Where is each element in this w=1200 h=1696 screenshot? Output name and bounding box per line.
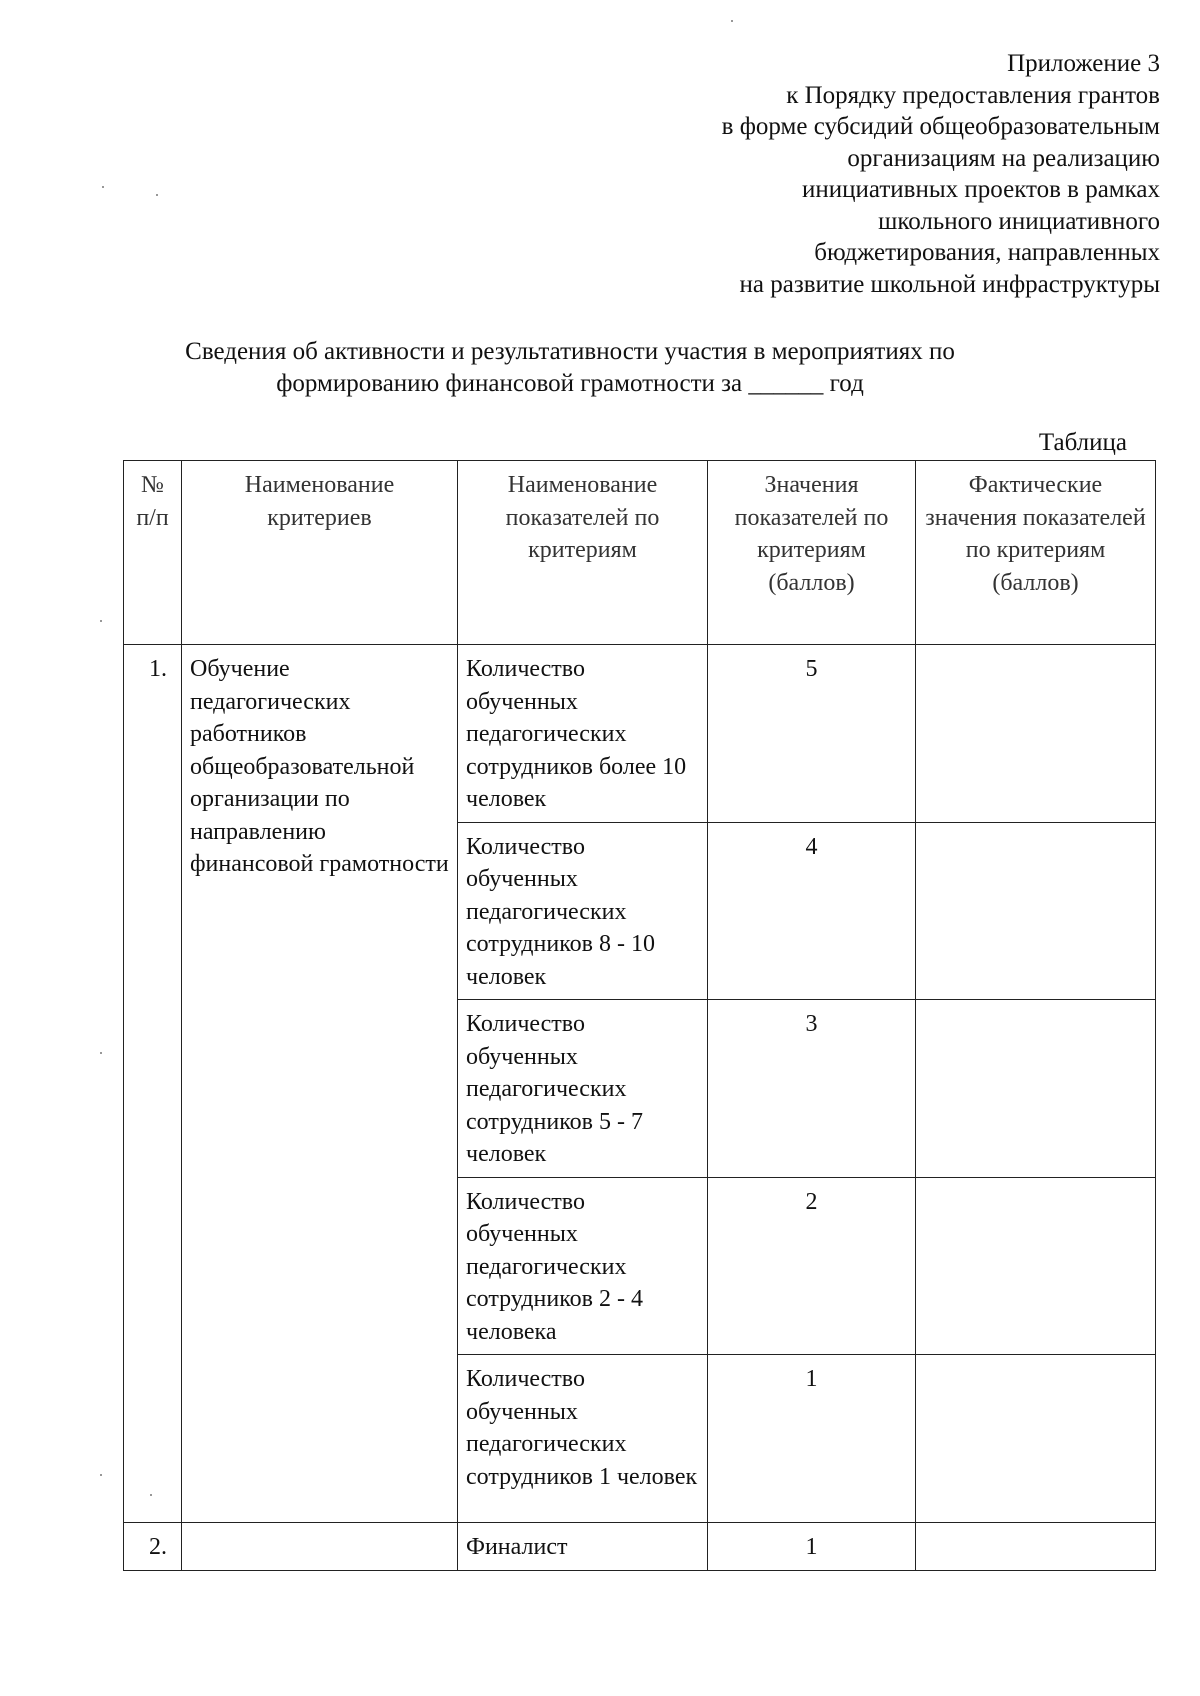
criterion-name (182, 1523, 458, 1571)
scan-speck (731, 20, 733, 22)
header-actual-values: Фактические значения показателей по критериям (баллов) (916, 461, 1156, 645)
scan-speck (100, 620, 102, 622)
appendix-line: в форме субсидий общеобразовательным (721, 113, 1160, 140)
indicator-points: 1 (708, 1355, 916, 1523)
indicator-name: Количество обученных педагогических сотрудников 2 - 4 человека (458, 1177, 708, 1355)
table-row (124, 645, 1156, 823)
indicator-name: Количество обученных педагогических сотрудников 5 - 7 человек (458, 1000, 708, 1178)
actual-value-cell[interactable] (916, 1523, 1156, 1571)
row-number: 2. (124, 1523, 182, 1571)
actual-value-cell[interactable] (916, 822, 1156, 1000)
indicator-name: Количество обученных педагогических сотрудников более 10 человек (458, 645, 708, 823)
table-label: Таблица (1038, 429, 1127, 456)
criteria-table (123, 460, 1156, 1571)
title-line-2: формированию финансовой грамотности за ______ год (276, 369, 864, 397)
indicator-points: 3 (708, 1000, 916, 1178)
criterion-name: Обучение педагогических работников общеобразовательной организации по направлению финансовой грамотности (182, 645, 458, 1523)
actual-value-cell[interactable] (916, 1000, 1156, 1178)
table-header-row (124, 461, 1156, 645)
scan-speck (102, 186, 104, 188)
appendix-line: организациям на реализацию (847, 144, 1160, 172)
actual-value-cell[interactable] (916, 1355, 1156, 1523)
indicator-name: Финалист (458, 1523, 708, 1571)
appendix-line: Приложение 3 (1007, 50, 1160, 77)
header-points: Значения показателей по критериям (баллов) (708, 461, 916, 645)
actual-value-cell[interactable] (916, 645, 1156, 823)
appendix-line: к Порядку предоставления грантов (786, 81, 1160, 109)
scan-speck (100, 1474, 102, 1476)
scan-speck (150, 1494, 152, 1496)
appendix-line: бюджетирования, направленных (814, 239, 1160, 266)
indicator-name: Количество обученных педагогических сотрудников 8 - 10 человек (458, 822, 708, 1000)
appendix-line: школьного инициативного (878, 207, 1160, 235)
title-line-1: Сведения об активности и результативности участия в мероприятиях по (185, 338, 955, 365)
appendix-line: инициативных проектов в рамках (802, 176, 1160, 203)
scan-speck (100, 1052, 102, 1054)
indicator-points: 4 (708, 822, 916, 1000)
scan-speck (156, 194, 158, 196)
header-number: № п/п (124, 461, 182, 645)
table-row (124, 1523, 1156, 1571)
header-criteria: Наименование критериев (182, 461, 458, 645)
indicator-points: 2 (708, 1177, 916, 1355)
actual-value-cell[interactable] (916, 1177, 1156, 1355)
row-number: 1. (124, 645, 182, 1523)
appendix-header (600, 48, 1160, 300)
indicator-points: 1 (708, 1523, 916, 1571)
document-title (120, 336, 1020, 399)
indicator-name: Количество обученных педагогических сотрудников 1 человек (458, 1355, 708, 1523)
appendix-line: на развитие школьной инфраструктуры (739, 270, 1160, 298)
indicator-points: 5 (708, 645, 916, 823)
header-indicators: Наименование показателей по критериям (458, 461, 708, 645)
